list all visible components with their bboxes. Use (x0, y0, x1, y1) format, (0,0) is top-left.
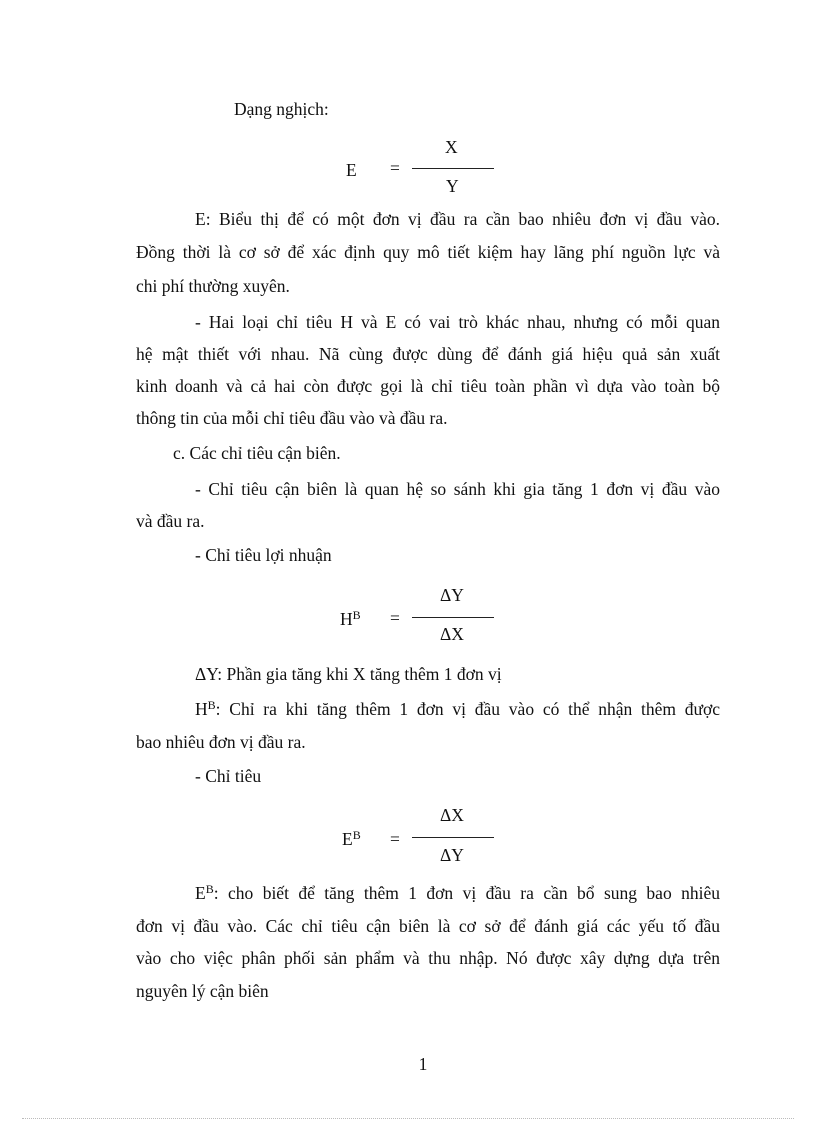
eb-para-line-4: nguyên lý cận biên (136, 981, 269, 1001)
para-he-line-3: kinh doanh và cả hai còn được gọi là chỉ tiêu toàn phần vì dựa vào toàn bộ (136, 376, 720, 396)
formula-e-equals: = (390, 158, 400, 178)
formula-hb-fraction-bar (412, 617, 494, 618)
formula-e-fraction-bar (412, 168, 494, 169)
formula-hb-equals: = (390, 608, 400, 628)
para-he-line-4: thông tin của mỗi chỉ tiêu đầu vào và đầu ra. (136, 408, 448, 428)
formula-hb-lhs: $H^B$ (340, 608, 361, 629)
formula-hb-numerator: ΔY (440, 585, 464, 605)
formula-eb-numerator: ΔX (440, 805, 464, 825)
formula-eb-denominator: ΔY (440, 845, 464, 865)
hb-para-line-2: bao nhiêu đơn vị đầu ra. (136, 732, 306, 752)
formula-eb-fraction-bar (412, 837, 494, 838)
delta-y-explanation: ΔY: Phần gia tăng khi X tăng thêm 1 đơn vị (195, 664, 502, 684)
para-e-line-3: chi phí thường xuyên. (136, 276, 290, 296)
para-e-line-1: E: Biểu thị để có một đơn vị đầu ra cần bao nhiêu đơn vị đầu vào. (195, 209, 720, 229)
para-marginal-line-2: và đầu ra. (136, 511, 205, 531)
hb-para-line-1: $H^B$: Chỉ ra khi tăng thêm 1 đơn vị đầu vào có thể nhận thêm được (195, 698, 720, 719)
formula-e-denominator: Y (446, 176, 459, 196)
profit-indicator-label: - Chỉ tiêu lợi nhuận (195, 545, 332, 565)
para-he-line-1: - Hai loại chỉ tiêu H và E có vai trò khác nhau, nhưng có mỗi quan (195, 312, 720, 332)
page-number: 1 (418, 1054, 428, 1074)
formula-hb-denominator: ΔX (440, 624, 464, 644)
formula-e-lhs: E (346, 160, 357, 180)
formula-e-numerator: X (445, 137, 458, 157)
formula-eb-lhs: $E^B$ (342, 828, 361, 849)
eb-para-line-1: $E^B$: cho biết để tăng thêm 1 đơn vị đầu ra cần bổ sung bao nhiêu (195, 882, 720, 903)
para-he-line-2: hệ mật thiết với nhau. Nã cùng được dùng để đánh giá hiệu quả sản xuất (136, 344, 720, 364)
section-c-heading: c. Các chỉ tiêu cận biên. (173, 443, 341, 463)
page-bottom-divider (22, 1118, 794, 1119)
eb-para-line-3: vào cho việc phân phối sản phẩm và thu nhập. Nó được xây dựng dựa trên (136, 948, 720, 968)
para-marginal-line-1: - Chỉ tiêu cận biên là quan hệ so sánh khi gia tăng 1 đơn vị đầu vào (195, 479, 720, 499)
eb-para-line-2: đơn vị đầu vào. Các chỉ tiêu cận biên là cơ sở để đánh giá các yếu tố đầu (136, 916, 720, 936)
indicator-label: - Chỉ tiêu (195, 766, 262, 786)
formula-eb-equals: = (390, 829, 400, 849)
heading-inverse-form: Dạng nghịch: (234, 99, 329, 119)
para-e-line-2: Đồng thời là cơ sở để xác định quy mô tiết kiệm hay lãng phí nguồn lực và (136, 242, 720, 262)
